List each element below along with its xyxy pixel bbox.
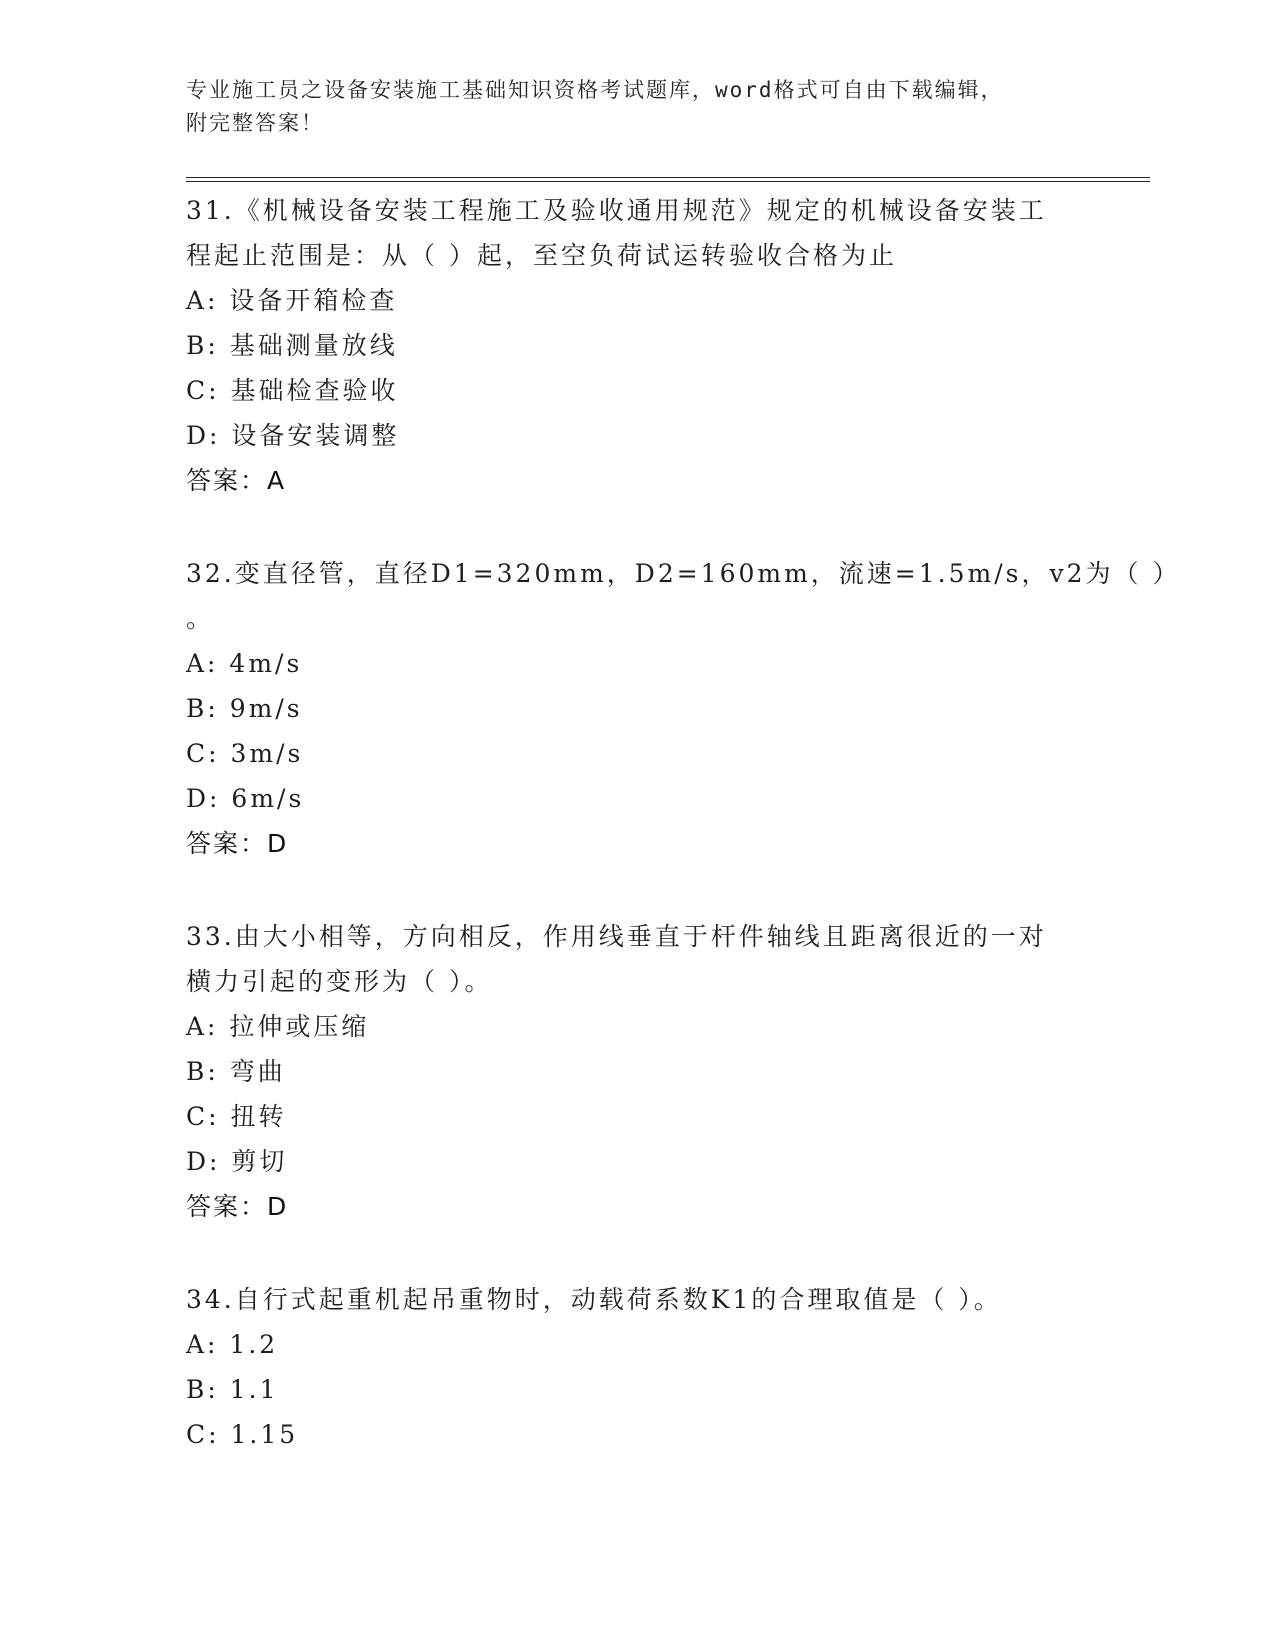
answer: 答案：D <box>186 1192 289 1221</box>
option-d: D: 设备安装调整 <box>186 421 400 450</box>
question-stem-line: 程起止范围是：从（ ）起，至空负荷试运转验收合格为止 <box>186 241 897 270</box>
header-divider-top <box>186 177 1150 178</box>
answer: 答案：D <box>186 829 289 858</box>
question-34 <box>186 1277 1086 1457</box>
header-line-2: 附完整答案！ <box>186 111 324 135</box>
option-b: B: 基础测量放线 <box>186 331 398 360</box>
question-31 <box>186 188 1086 503</box>
option-c: C: 基础检查验收 <box>186 376 399 405</box>
document-header <box>186 74 1086 140</box>
question-stem-line: 32.变直径管，直径D1=320mm，D2=160mm，流速=1.5m/s，v2为（ ） <box>186 559 1181 588</box>
question-stem-line: 横力引起的变形为（ ）。 <box>186 967 493 996</box>
option-c: C: 1.15 <box>186 1420 299 1449</box>
option-d: D: 6m/s <box>186 784 305 813</box>
option-b: B: 1.1 <box>186 1375 279 1404</box>
option-a: A: 拉伸或压缩 <box>186 1012 370 1041</box>
question-stem-line: 34.自行式起重机起吊重物时，动载荷系数K1的合理取值是（ ）。 <box>186 1285 1002 1314</box>
option-b: B: 弯曲 <box>186 1057 286 1086</box>
option-a: A: 1.2 <box>186 1330 279 1359</box>
option-c: C: 3m/s <box>186 739 304 768</box>
option-a: A: 4m/s <box>186 649 303 678</box>
question-32 <box>186 551 1181 866</box>
option-c: C: 扭转 <box>186 1102 287 1131</box>
question-stem-line: 。 <box>186 604 215 633</box>
header-line-1: 专业施工员之设备安装施工基础知识资格考试题库，word格式可自由下载编辑， <box>186 78 1004 102</box>
header-divider-bottom <box>186 181 1150 182</box>
option-b: B: 9m/s <box>186 694 303 723</box>
question-stem-line: 33.由大小相等，方向相反，作用线垂直于杆件轴线且距离很近的一对 <box>186 922 1047 951</box>
answer: 答案：A <box>186 466 287 495</box>
question-stem-line: 31.《机械设备安装工程施工及验收通用规范》规定的机械设备安装工 <box>186 196 1047 225</box>
option-d: D: 剪切 <box>186 1147 288 1176</box>
option-a: A: 设备开箱检查 <box>186 286 398 315</box>
question-33 <box>186 914 1086 1229</box>
